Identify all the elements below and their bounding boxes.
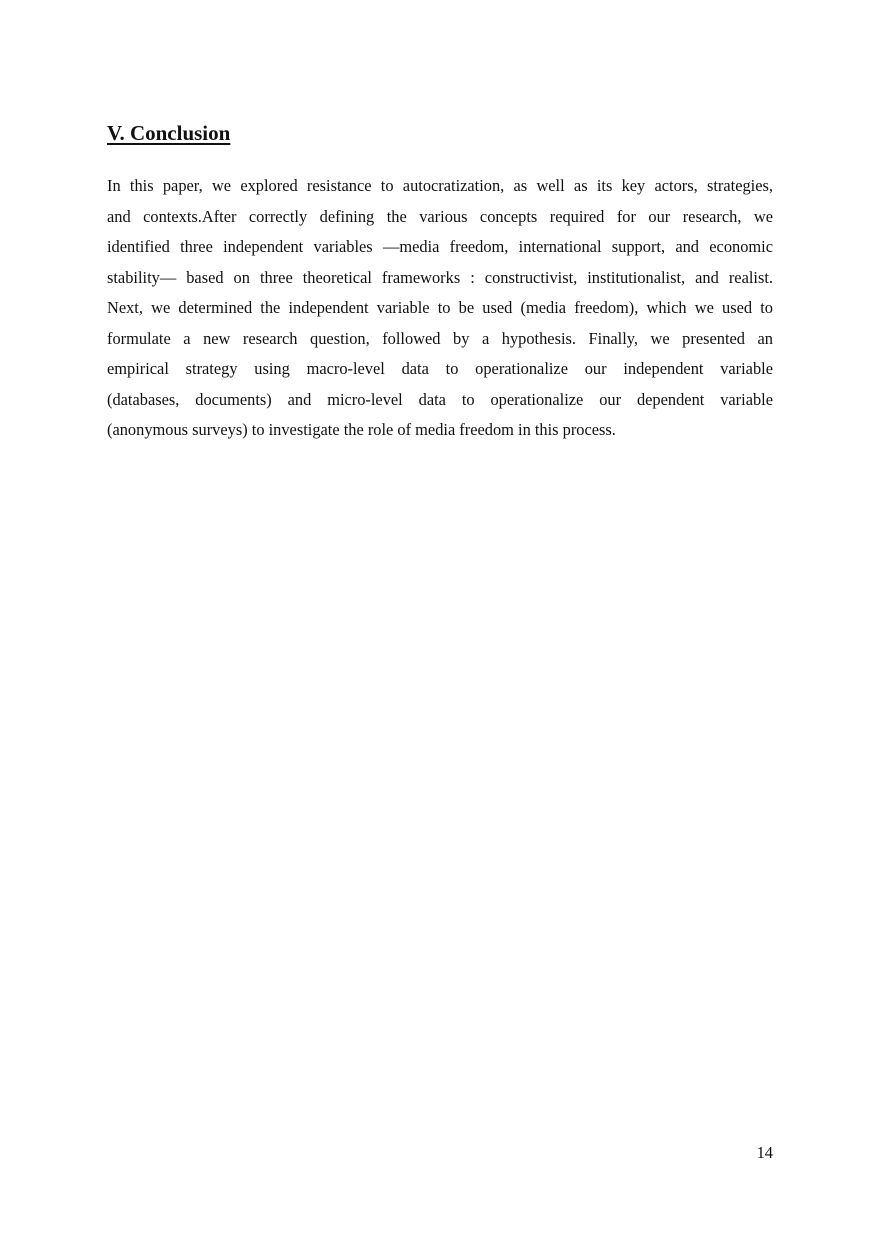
paragraph-line: empirical strategy using macro-level data to operationalize our independent variable — [107, 359, 773, 378]
paragraph-line: formulate a new research question, followed by a hypothesis. Finally, we presented an — [107, 328, 773, 348]
section-heading: V. Conclusion — [107, 121, 231, 145]
page-number: 14 — [756, 1143, 773, 1162]
paragraph-line: Next, we determined the independent variable to be used (media freedom), which we used to — [107, 298, 773, 317]
paragraph-line: and contexts.After correctly defining the various concepts required for our research, we — [107, 206, 773, 226]
paragraph-line: (databases, documents) and micro-level data to operationalize our dependent variable — [107, 389, 773, 409]
paragraph-line: identified three independent variables —media freedom, international support, and economic — [107, 237, 773, 256]
paragraph-line: In this paper, we explored resistance to autocratization, as well as its key actors, strategies, — [107, 176, 773, 195]
conclusion-paragraph — [107, 171, 773, 446]
paragraph-line: (anonymous surveys) to investigate the role of media freedom in this process. — [107, 420, 616, 439]
paragraph-line: stability— based on three theoretical frameworks : constructivist, institutionalist, and realist. — [107, 267, 773, 287]
